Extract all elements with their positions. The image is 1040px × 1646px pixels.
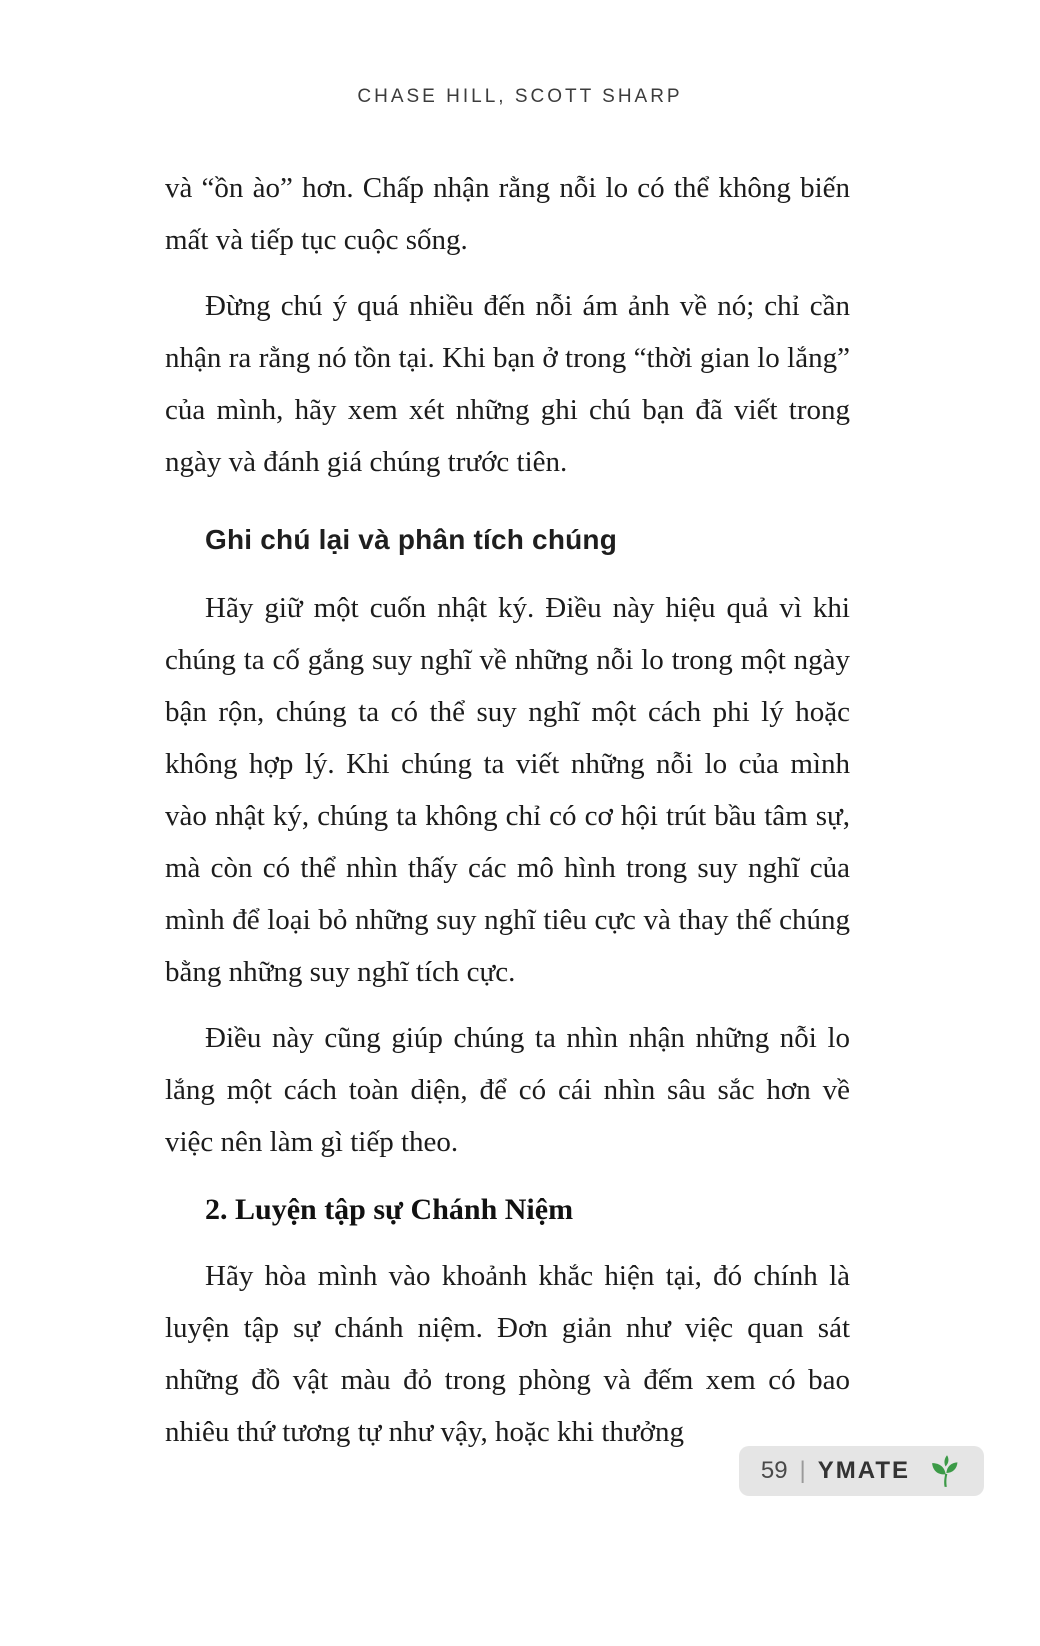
paragraph: Đừng chú ý quá nhiều đến nỗi ám ảnh về nó; chỉ cần nhận ra rằng nó tồn tại. Khi bạn ở trong “thời gian lo lắng” của mình, hãy xem xét những ghi chú bạn đã viết trong ngày và đánh giá chúng trước tiên. (165, 290, 850, 478)
page-number: 59 (760, 1457, 788, 1484)
brand-name: YMATE (817, 1457, 910, 1484)
numbered-section-heading: 2. Luyện tập sự Chánh Niệm (205, 1193, 574, 1226)
page-content (165, 162, 850, 1458)
section-heading: Ghi chú lại và phân tích chúng (205, 524, 618, 555)
page-footer (739, 1446, 984, 1496)
running-header: CHASE HILL, SCOTT SHARP (357, 86, 683, 107)
footer-pill (739, 1446, 984, 1496)
footer-separator: | (799, 1457, 806, 1484)
paragraph: Hãy hòa mình vào khoảnh khắc hiện tại, đó chính là luyện tập sự chánh niệm. Đơn giản như việc quan sát những đồ vật màu đỏ trong phòng và đếm xem có bao nhiêu thứ tương tự như vậy, hoặc khi thưởng (165, 1260, 850, 1448)
paragraph-continuation: và “ồn ào” hơn. Chấp nhận rằng nỗi lo có thể không biến mất và tiếp tục cuộc sống. (165, 172, 850, 256)
paragraph: Điều này cũng giúp chúng ta nhìn nhận những nỗi lo lắng một cách toàn diện, để có cái nhìn sâu sắc hơn về việc nên làm gì tiếp theo. (165, 1022, 850, 1158)
paragraph: Hãy giữ một cuốn nhật ký. Điều này hiệu quả vì khi chúng ta cố gắng suy nghĩ về những nỗi lo trong một ngày bận rộn, chúng ta có thể suy nghĩ một cách phi lý hoặc không hợp lý. Khi chúng ta viết những nỗi lo của mình vào nhật ký, chúng ta không chỉ có cơ hội trút bầu tâm sự, mà còn có thể nhìn thấy các mô hình trong suy nghĩ của mình để loại bỏ những suy nghĩ tiêu cực và thay thế chúng bằng những suy nghĩ tích cực. (165, 592, 850, 988)
ymate-sprout-icon (926, 1452, 964, 1490)
